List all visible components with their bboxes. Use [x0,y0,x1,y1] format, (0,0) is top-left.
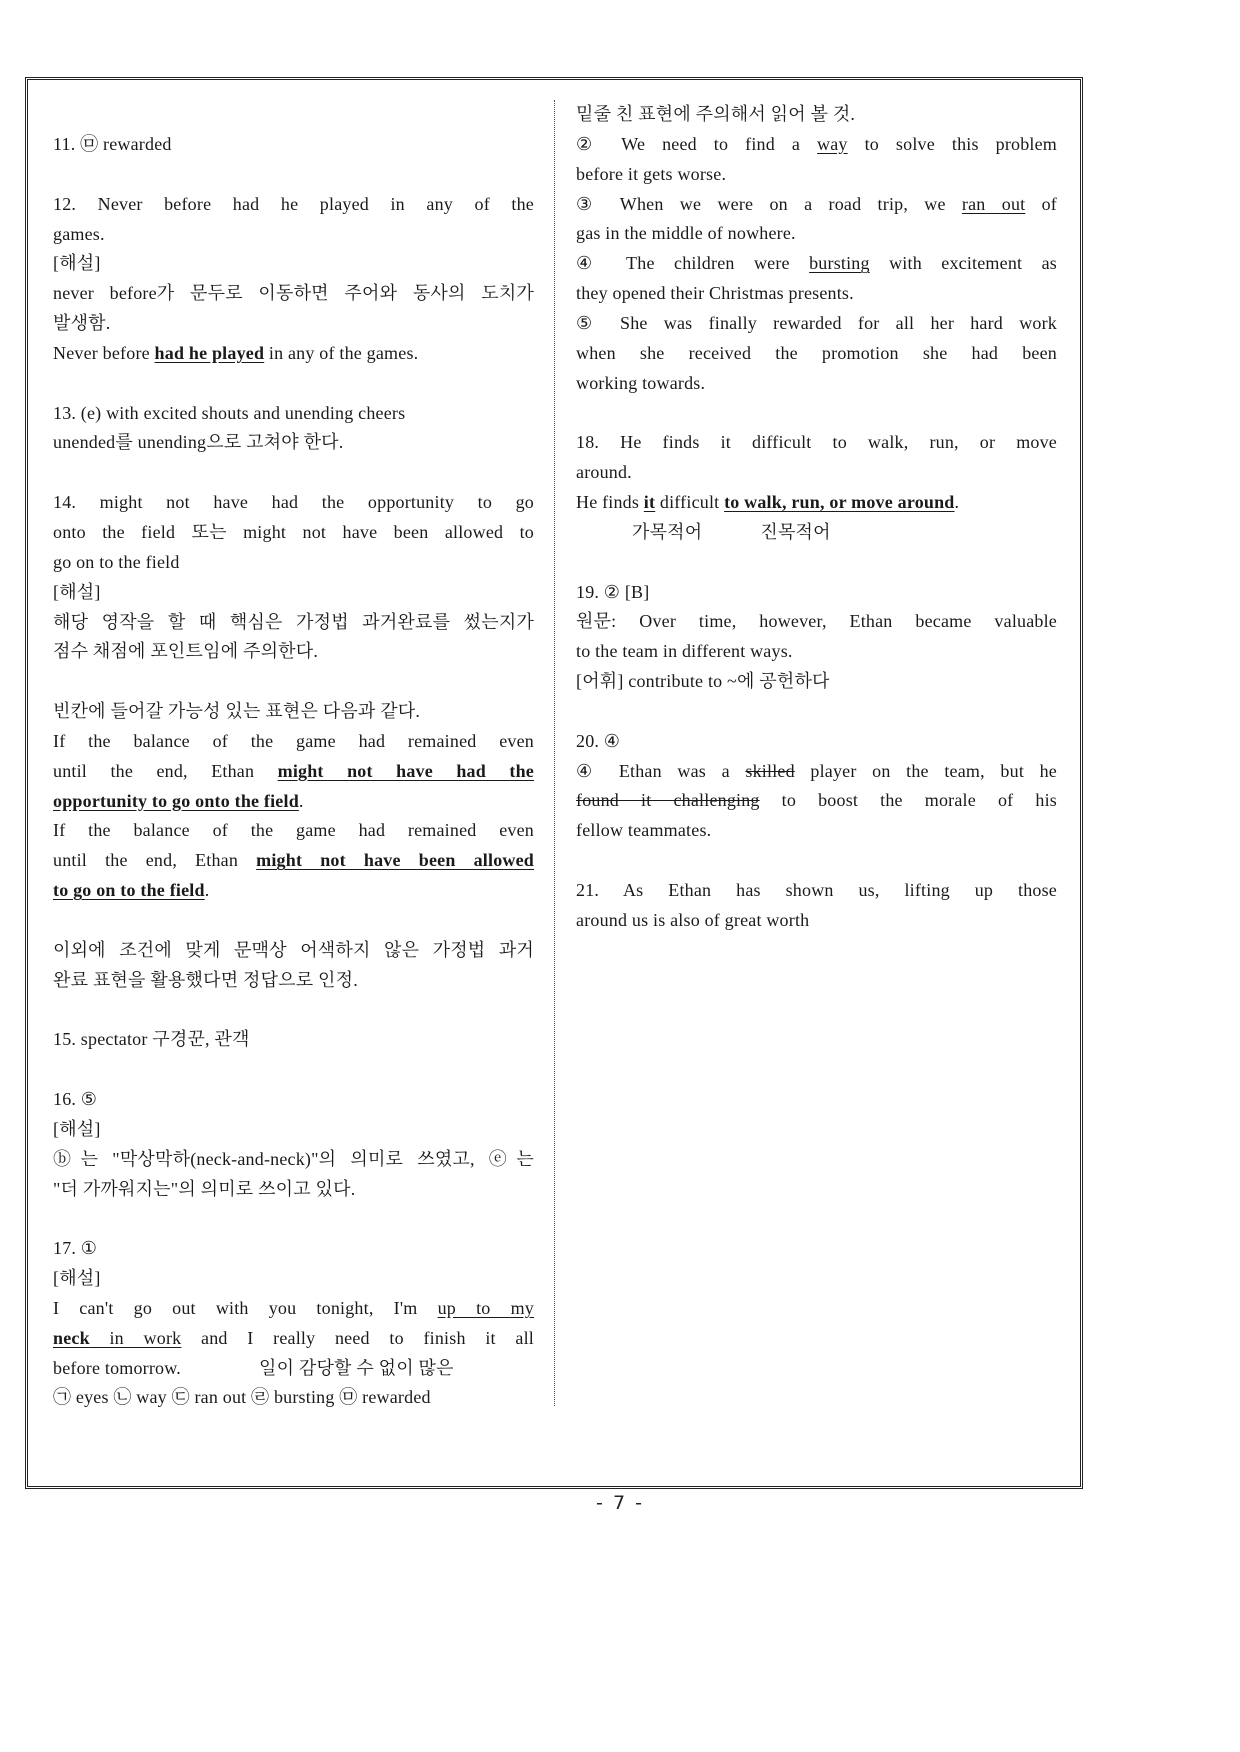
answer-16: 16. ⑤ [해설] ⓑ는 "막상막하(neck-and-neck)"의 의미로 쓰였고, ⓔ는 "더 가까워지는"의 의미로 쓰이고 있다. [53,1089,534,1199]
idiom-meaning: 일이 감당할 수 없이 많은 [259,1357,454,1378]
answer-14: 14. might not have had the opportunity to go onto the field 또는 might not have been allowed to go on to the field [해설] 해당 영작을 할 때 핵심은 가정법 과거완료를 썼는지가 점수 채점에 포인트임에 주의한다. 빈칸에 들어갈 가능성 있는 표현은 다음과 같다. If the balance of the game had remained even until the end, Ethan might not have had the opportunity to go onto the field. If the balance of the game had remained even until the end, Ethan might not have been allowed to go on to the field. 이외에 조건에 맞게 문맥상 어색하지 않은 가정법 과거 완료 표현을 활용했다면 정답으로 인정. [53,492,535,990]
emphasis-phrase: might not have had the [277,760,534,781]
struck-word: skilled [745,760,795,781]
struck-phrase: found it challenging [576,790,760,811]
column-divider [554,100,555,1406]
dummy-object-label: 가목적어 [632,521,703,542]
answer-17-continued: 밑줄 친 표현에 주의해서 읽어 볼 것. ② We need to find a way to solve this problem before it gets worse. ③ When we were on a road trip, we ran out of gas in the middle of nowhere. ④ The children were bursting with excitement as they opened their Christmas presents. ⑤ She was finally rewarded for all her hard work when she received the promotion she had been working towards. [576,104,1058,393]
answer-15: 15. spectator 구경꾼, 관객 [53,1029,250,1050]
dummy-object: it [643,491,656,512]
left-column [53,130,534,1413]
target-word: way [817,133,848,154]
emphasis-phrase: to go on to the field [53,880,205,901]
target-word: bursting [809,253,870,274]
explanation-tag: [해설] [53,1118,101,1139]
answer-17: 17. ① [해설] I can't go out with you tonight, I'm up to my neck in work and I really need to finish it all before tomorrow. 일이 감당할 수 없이 많은 ㉠ eyes ㉡ way ㉢ ran out ㉣ bursting ㉤ rewarded [53,1234,534,1413]
explanation-tag: [해설] [53,253,101,274]
explanation-tag: [해설] [53,581,101,602]
idiom-phrase: neck [53,1327,90,1348]
answer-19: 19. ② [B] 원문: Over time, however, Ethan became valuable to the team in different ways. [어휘] contribute to ~에 공헌하다 [576,578,1057,697]
page-number: - 7 - [596,1492,644,1514]
emphasis-phrase: opportunity to go onto the field [53,790,299,811]
answer-13: 13. (e) with excited shouts and unending cheers unended를 unending으로 고쳐야 한다. [53,402,406,453]
real-object: to walk, run, or move around [724,491,955,512]
right-column [576,100,1057,936]
answer-11: 11. ㉤ rewarded [53,134,172,154]
answer-12: 12. Never before had he played in any of the games. [해설] never before가 문두로 이동하면 주어와 동사의 도치가 발생함. Never before had he played in any of the games. [53,193,534,363]
real-object-label: 진목적어 [760,521,831,542]
target-word: ran out [961,193,1026,214]
answer-18: 18. He finds it difficult to walk, run, or move around. He finds it difficult to walk, run, or move around. 가목적어 진목적어 [576,432,1057,542]
explanation-tag: [해설] [53,1268,101,1289]
answer-key-list: ㉠ eyes ㉡ way ㉢ ran out ㉣ bursting ㉤ rewarded [53,1387,431,1408]
idiom-phrase: up to my [437,1297,534,1318]
answer-21: 21. As Ethan has shown us, lifting up those around us is also of great worth [576,879,1057,930]
vocab-note: [어휘] contribute to ~에 공헌하다 [576,671,830,692]
emphasis-phrase: had he played [154,342,265,363]
emphasis-phrase: might not have been allowed [256,850,535,871]
answer-20: 20. ④ ④ Ethan was a skilled player on the team, but he found it challenging to boost the morale of his fellow teammates. [576,730,1058,841]
